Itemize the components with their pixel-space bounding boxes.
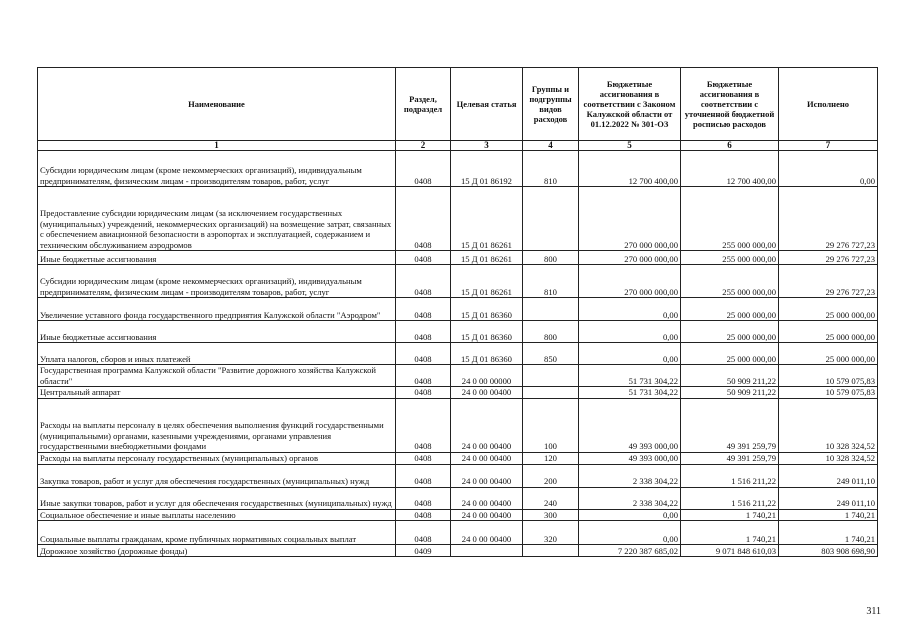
row-section: 0408 (396, 298, 451, 321)
row-group: 300 (523, 509, 579, 521)
row-refined: 12 700 400,00 (681, 151, 779, 187)
table-row (38, 187, 878, 251)
row-refined: 1 516 211,22 (681, 487, 779, 509)
table-row (38, 365, 878, 387)
column-number: 4 (523, 141, 579, 151)
column-number: 6 (681, 141, 779, 151)
row-refined: 1 516 211,22 (681, 464, 779, 487)
row-group: 810 (523, 265, 579, 298)
row-law: 270 000 000,00 (579, 251, 681, 265)
row-law: 2 338 304,22 (579, 487, 681, 509)
row-name: Государственная программа Калужской области "Развитие дорожного хозяйства Калужской области" (38, 365, 396, 387)
row-law: 0,00 (579, 298, 681, 321)
row-name: Уплата налогов, сборов и иных платежей (38, 343, 396, 365)
row-executed: 25 000 000,00 (779, 321, 878, 343)
row-law: 270 000 000,00 (579, 265, 681, 298)
row-section: 0409 (396, 545, 451, 557)
row-target: 24 0 00 00400 (451, 509, 523, 521)
row-executed: 10 579 075,83 (779, 387, 878, 399)
row-group: 800 (523, 251, 579, 265)
row-refined: 9 071 848 610,03 (681, 545, 779, 557)
header-section: Раздел, подраздел (396, 68, 451, 141)
row-section: 0408 (396, 521, 451, 545)
row-executed: 10 328 324,52 (779, 452, 878, 464)
row-group: 240 (523, 487, 579, 509)
row-section: 0408 (396, 509, 451, 521)
row-group: 320 (523, 521, 579, 545)
row-name: Субсидии юридическим лицам (кроме некоммерческих организаций), индивидуальным предпринимателям, физическим лицам - производителям товаров, работ, услуг (38, 151, 396, 187)
row-group (523, 365, 579, 387)
row-refined: 50 909 211,22 (681, 365, 779, 387)
header-groups: Группы и подгруппы видов расходов (523, 68, 579, 141)
row-name: Субсидии юридическим лицам (кроме некоммерческих организаций), индивидуальным предпринимателям, физическим лицам - производителям товаров, работ, услуг (38, 265, 396, 298)
row-executed: 25 000 000,00 (779, 298, 878, 321)
row-name: Предоставление субсидии юридическим лицам (за исключением государственных (муниципальных) учреждений, некоммерческих организаций) на возмещение затрат, связанных с обеспечением авиационной безопасности в аэропортах и эксплуатацией, содержанием и техническим обслуживанием аэродромов (38, 187, 396, 251)
table-row (38, 343, 878, 365)
table-row (38, 151, 878, 187)
header-refined: Бюджетные ассигнования в соответствии с уточненной бюджетной росписью расходов (681, 68, 779, 141)
table-row (38, 265, 878, 298)
row-law: 49 393 000,00 (579, 398, 681, 452)
row-refined: 1 740,21 (681, 509, 779, 521)
row-executed: 29 276 727,23 (779, 187, 878, 251)
row-refined: 25 000 000,00 (681, 321, 779, 343)
row-target: 15 Д 01 86360 (451, 298, 523, 321)
row-refined: 49 391 259,79 (681, 398, 779, 452)
row-refined: 25 000 000,00 (681, 298, 779, 321)
row-section: 0408 (396, 464, 451, 487)
row-refined: 255 000 000,00 (681, 251, 779, 265)
column-number: 5 (579, 141, 681, 151)
row-section: 0408 (396, 398, 451, 452)
table-row (38, 251, 878, 265)
row-group (523, 187, 579, 251)
row-law: 0,00 (579, 343, 681, 365)
page-number: 311 (866, 606, 881, 617)
row-refined: 49 391 259,79 (681, 452, 779, 464)
row-name: Увеличение уставного фонда государственного предприятия Калужской области "Аэродром" (38, 298, 396, 321)
row-refined: 255 000 000,00 (681, 265, 779, 298)
table-row (38, 464, 878, 487)
row-section: 0408 (396, 151, 451, 187)
row-name: Закупка товаров, работ и услуг для обеспечения государственных (муниципальных) нужд (38, 464, 396, 487)
row-target: 15 Д 01 86360 (451, 321, 523, 343)
row-name: Центральный аппарат (38, 387, 396, 399)
row-name: Расходы на выплаты персоналу в целях обеспечения выполнения функций государственными (муниципальными) органами, казенными учреждениями, органами управления государственными внебюджетными фондами (38, 398, 396, 452)
row-executed: 29 276 727,23 (779, 251, 878, 265)
table-row (38, 545, 878, 557)
row-law: 0,00 (579, 521, 681, 545)
row-section: 0408 (396, 365, 451, 387)
row-executed: 10 579 075,83 (779, 365, 878, 387)
row-executed: 1 740,21 (779, 521, 878, 545)
row-group (523, 387, 579, 399)
row-law: 51 731 304,22 (579, 365, 681, 387)
row-name: Социальное обеспечение и иные выплаты населению (38, 509, 396, 521)
row-executed: 0,00 (779, 151, 878, 187)
header-executed: Исполнено (779, 68, 878, 141)
row-section: 0408 (396, 487, 451, 509)
row-law: 12 700 400,00 (579, 151, 681, 187)
row-target: 24 0 00 00400 (451, 452, 523, 464)
row-refined: 25 000 000,00 (681, 343, 779, 365)
row-group: 200 (523, 464, 579, 487)
header-name: Наименование (38, 68, 396, 141)
table-row (38, 298, 878, 321)
row-group: 810 (523, 151, 579, 187)
row-law: 270 000 000,00 (579, 187, 681, 251)
row-section: 0408 (396, 187, 451, 251)
row-target: 15 Д 01 86261 (451, 265, 523, 298)
table-row (38, 521, 878, 545)
table-row (38, 487, 878, 509)
row-law: 0,00 (579, 509, 681, 521)
header-target: Целевая статья (451, 68, 523, 141)
row-group: 100 (523, 398, 579, 452)
row-group: 850 (523, 343, 579, 365)
row-law: 2 338 304,22 (579, 464, 681, 487)
row-group: 120 (523, 452, 579, 464)
row-executed: 25 000 000,00 (779, 343, 878, 365)
table-row (38, 321, 878, 343)
table-row (38, 398, 878, 452)
row-law: 49 393 000,00 (579, 452, 681, 464)
row-name: Иные бюджетные ассигнования (38, 321, 396, 343)
row-name: Дорожное хозяйство (дорожные фонды) (38, 545, 396, 557)
column-number: 7 (779, 141, 878, 151)
row-section: 0408 (396, 343, 451, 365)
table-row (38, 387, 878, 399)
row-target: 24 0 00 00400 (451, 464, 523, 487)
row-target: 15 Д 01 86360 (451, 343, 523, 365)
row-group (523, 545, 579, 557)
column-number: 3 (451, 141, 523, 151)
column-number: 1 (38, 141, 396, 151)
row-target: 15 Д 01 86261 (451, 187, 523, 251)
row-name: Иные бюджетные ассигнования (38, 251, 396, 265)
row-refined: 1 740,21 (681, 521, 779, 545)
row-target: 24 0 00 00400 (451, 398, 523, 452)
row-executed: 249 011,10 (779, 487, 878, 509)
row-section: 0408 (396, 387, 451, 399)
row-group (523, 298, 579, 321)
table-header-row (38, 68, 878, 141)
row-section: 0408 (396, 251, 451, 265)
row-law: 51 731 304,22 (579, 387, 681, 399)
row-law: 7 220 387 685,02 (579, 545, 681, 557)
row-executed: 10 328 324,52 (779, 398, 878, 452)
budget-table (37, 67, 878, 557)
table-body (38, 151, 878, 557)
row-refined: 50 909 211,22 (681, 387, 779, 399)
row-target: 24 0 00 00400 (451, 387, 523, 399)
row-group: 800 (523, 321, 579, 343)
header-law: Бюджетные ассигнования в соответствии с Законом Калужской области от 01.12.2022 № 301-ОЗ (579, 68, 681, 141)
row-target: 24 0 00 00000 (451, 365, 523, 387)
row-target: 15 Д 01 86261 (451, 251, 523, 265)
row-executed: 1 740,21 (779, 509, 878, 521)
row-target: 15 Д 01 86192 (451, 151, 523, 187)
row-section: 0408 (396, 452, 451, 464)
row-executed: 803 908 698,90 (779, 545, 878, 557)
row-refined: 255 000 000,00 (681, 187, 779, 251)
row-executed: 249 011,10 (779, 464, 878, 487)
row-law: 0,00 (579, 321, 681, 343)
row-executed: 29 276 727,23 (779, 265, 878, 298)
row-target (451, 545, 523, 557)
row-section: 0408 (396, 321, 451, 343)
row-target: 24 0 00 00400 (451, 521, 523, 545)
row-target: 24 0 00 00400 (451, 487, 523, 509)
row-name: Социальные выплаты гражданам, кроме публичных нормативных социальных выплат (38, 521, 396, 545)
table-row (38, 509, 878, 521)
table-row (38, 452, 878, 464)
row-name: Иные закупки товаров, работ и услуг для обеспечения государственных (муниципальных) нужд (38, 487, 396, 509)
column-number: 2 (396, 141, 451, 151)
row-name: Расходы на выплаты персоналу государственных (муниципальных) органов (38, 452, 396, 464)
column-number-row (38, 141, 878, 151)
row-section: 0408 (396, 265, 451, 298)
